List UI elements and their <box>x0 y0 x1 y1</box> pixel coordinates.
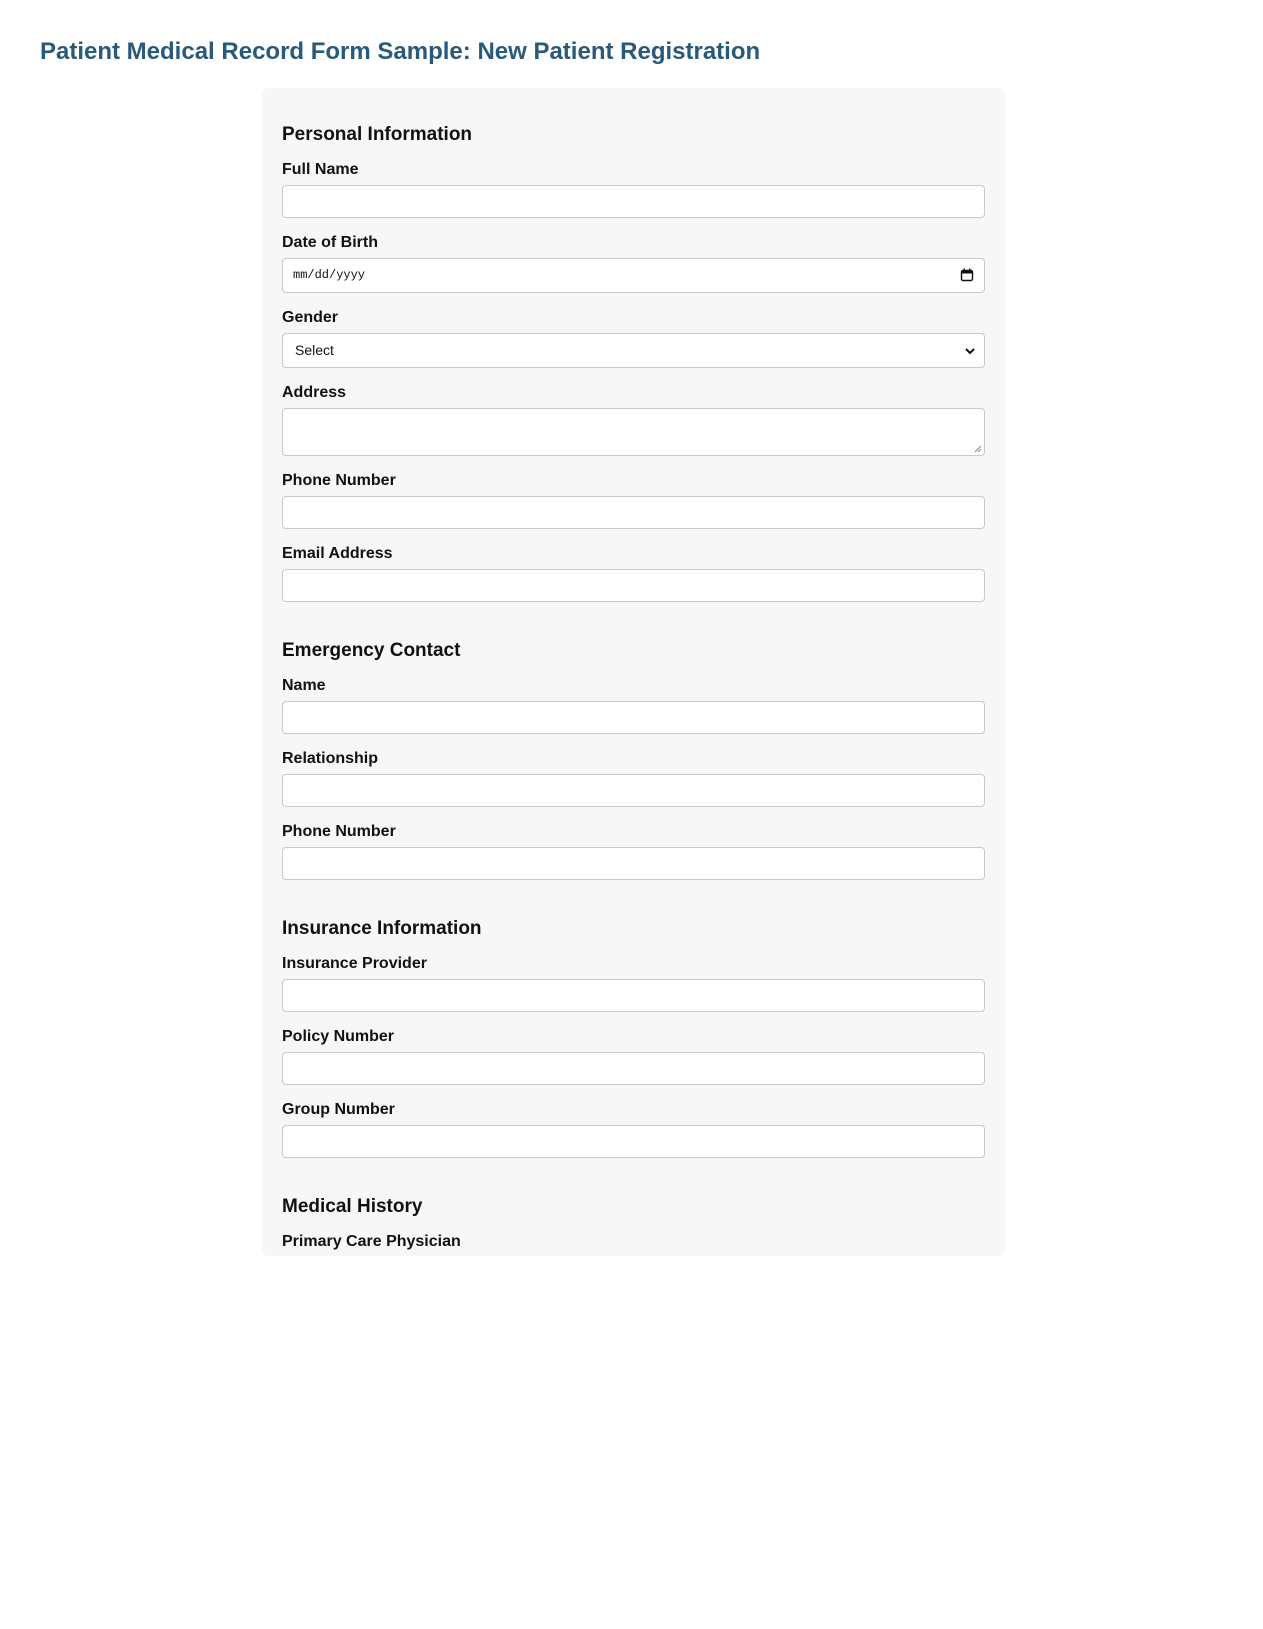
phone-number-input[interactable] <box>282 496 985 529</box>
primary-care-physician-label: Primary Care Physician <box>282 1233 461 1250</box>
emergency-relationship-input[interactable] <box>282 774 985 807</box>
section-heading-personal-information: Personal Information <box>282 124 473 145</box>
section-heading-medical-history: Medical History <box>282 1196 423 1217</box>
date-of-birth-input[interactable] <box>282 258 985 293</box>
insurance-provider-label: Insurance Provider <box>282 955 427 972</box>
policy-number-input[interactable] <box>282 1052 985 1085</box>
chevron-down-icon <box>964 345 976 357</box>
emergency-relationship-label: Relationship <box>282 750 379 767</box>
emergency-phone-input[interactable] <box>282 847 985 880</box>
date-of-birth-placeholder: mm/dd/yyyy <box>293 268 366 282</box>
gender-select[interactable] <box>282 333 985 368</box>
email-address-label: Email Address <box>282 545 393 562</box>
address-textarea[interactable] <box>282 408 985 456</box>
address-label: Address <box>282 384 347 401</box>
full-name-input[interactable] <box>282 185 985 218</box>
policy-number-label: Policy Number <box>282 1028 395 1045</box>
phone-number-label: Phone Number <box>282 472 396 489</box>
registration-form <box>262 88 1005 1256</box>
full-name-label: Full Name <box>282 161 359 178</box>
email-address-input[interactable] <box>282 569 985 602</box>
group-number-label: Group Number <box>282 1101 395 1118</box>
emergency-phone-label: Phone Number <box>282 823 396 840</box>
page-title: Patient Medical Record Form Sample: New Patient Registration <box>40 38 761 65</box>
resize-handle-icon[interactable] <box>974 445 982 453</box>
gender-label: Gender <box>282 309 339 326</box>
group-number-input[interactable] <box>282 1125 985 1158</box>
date-of-birth-label: Date of Birth <box>282 234 378 251</box>
insurance-provider-input[interactable] <box>282 979 985 1012</box>
section-heading-insurance-information: Insurance Information <box>282 918 482 939</box>
gender-selected-value: Select <box>295 342 334 358</box>
emergency-name-label: Name <box>282 677 326 694</box>
section-heading-emergency-contact: Emergency Contact <box>282 640 461 661</box>
emergency-name-input[interactable] <box>282 701 985 734</box>
calendar-icon[interactable] <box>960 268 974 282</box>
